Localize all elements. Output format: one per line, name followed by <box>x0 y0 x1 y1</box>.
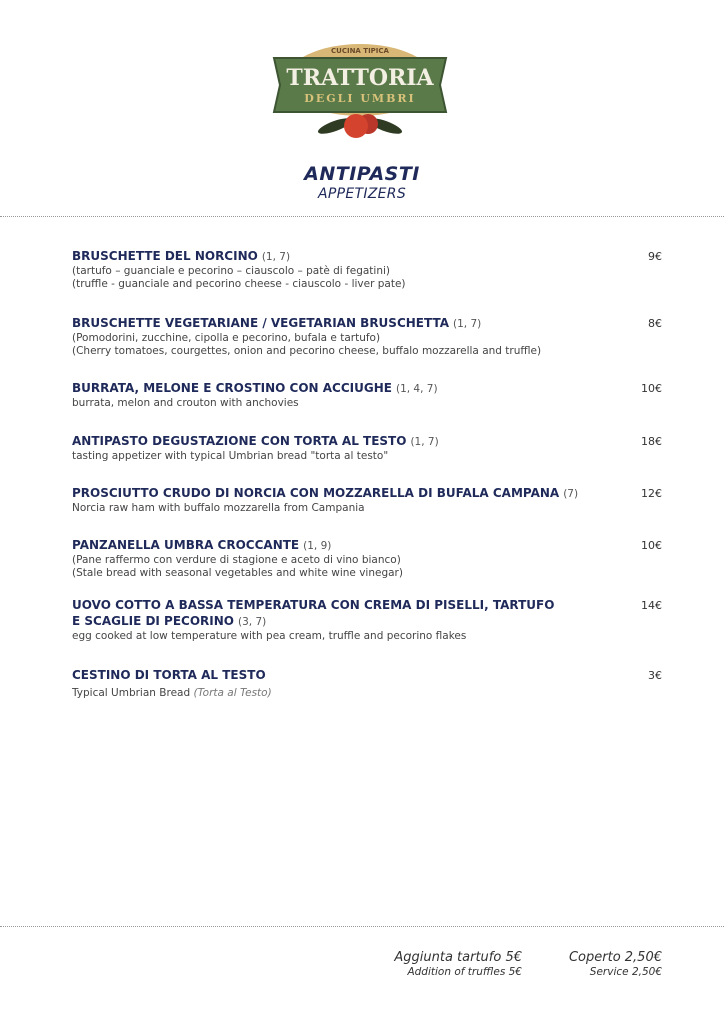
menu-item-price: 9€ <box>648 250 662 263</box>
section-title: ANTIPASTI <box>304 163 420 185</box>
menu-item-description: egg cooked at low temperature with pea cream, truffle and pecorino flakes <box>72 630 467 642</box>
menu-item <box>72 597 662 643</box>
menu-item-price: 18€ <box>641 435 662 448</box>
menu-item-name: BRUSCHETTE DEL NORCINO <box>72 249 258 263</box>
menu-item-price: 10€ <box>641 539 662 552</box>
svg-text:TRATTORIA: TRATTORIA <box>286 65 434 91</box>
menu-item-price: 8€ <box>648 317 662 330</box>
svg-text:DEGLI UMBRI: DEGLI UMBRI <box>304 92 416 105</box>
menu-item-name: ANTIPASTO DEGUSTAZIONE CON TORTA AL TESTO <box>72 434 407 448</box>
menu-item-name: PROSCIUTTO CRUDO DI NORCIA CON MOZZARELLA DI BUFALA CAMPANA <box>72 486 560 500</box>
cover-charge-note <box>569 950 662 978</box>
allergens: (1, 7) <box>453 318 482 330</box>
menu-item-description: tasting appetizer with typical Umbrian bread "torta al testo" <box>72 450 389 462</box>
allergens: (1, 4, 7) <box>395 383 438 395</box>
truffle-addition-note <box>394 950 522 978</box>
menu-item-price: 10€ <box>641 382 662 395</box>
divider <box>0 926 724 927</box>
menu-item-price: 14€ <box>641 599 662 612</box>
menu-item-description-italic: (Torta al Testo) <box>193 687 272 699</box>
truffle-addition-it: Aggiunta tartufo 5€ <box>394 950 522 965</box>
allergens: (1, 7) <box>410 436 439 448</box>
menu-item-name: PANZANELLA UMBRA CROCCANTE <box>72 538 300 552</box>
allergens: (1, 7) <box>261 251 291 263</box>
menu-item-name: CESTINO DI TORTA AL TESTO <box>72 668 266 682</box>
menu-item <box>72 667 662 700</box>
cover-charge-it: Coperto 2,50€ <box>568 950 662 965</box>
menu-item-description: (tartufo – guanciale e pecorino – ciauscolo – patè di fegatini) (truffle - guanciale and pecorino cheese - ciauscolo - liver pate) <box>72 265 406 290</box>
section-subtitle: APPETIZERS <box>317 186 407 202</box>
menu-item <box>72 380 662 410</box>
menu-item <box>72 248 662 291</box>
menu-item-description: Typical Umbrian Bread <box>72 687 194 699</box>
allergens: (3, 7) <box>238 616 267 628</box>
menu-item <box>72 315 662 358</box>
menu-item <box>72 537 662 580</box>
allergens: (1, 9) <box>303 540 332 552</box>
menu-item-description: Norcia raw ham with buffalo mozzarella from Campania <box>72 502 365 514</box>
menu-item-description: burrata, melon and crouton with anchovies <box>72 397 299 409</box>
truffle-addition-en: Addition of truffles 5€ <box>407 966 522 978</box>
menu-item-description: (Pane raffermo con verdure di stagione e aceto di vino bianco) (Stale bread with seasonal vegetables and white wine vinegar) <box>72 554 403 579</box>
menu-item-name: UOVO COTTO A BASSA TEMPERATURA CON CREMA DI PISELLI, TARTUFO E SCAGLIE DI PECORINO <box>72 598 555 628</box>
menu-item-price: 3€ <box>648 669 662 682</box>
svg-text:CUCINA TIPICA: CUCINA TIPICA <box>331 47 389 55</box>
cover-charge-en: Service 2,50€ <box>589 966 662 978</box>
menu-item-description: (Pomodorini, zucchine, cipolla e pecorino, bufala e tartufo) (Cherry tomatoes, courgettes, onion and pecorino cheese, buffalo mozzarella and truffle) <box>72 332 542 357</box>
restaurant-logo <box>270 40 450 140</box>
menu-item-name: BURRATA, MELONE E CROSTINO CON ACCIUGHE <box>72 381 392 395</box>
menu-item-name: BRUSCHETTE VEGETARIANE / VEGETARIAN BRUSCHETTA <box>72 316 449 330</box>
allergens: (7) <box>563 488 579 500</box>
menu-item <box>72 485 662 515</box>
divider <box>0 216 724 217</box>
menu-item-price: 12€ <box>641 487 662 500</box>
menu-item <box>72 433 662 463</box>
